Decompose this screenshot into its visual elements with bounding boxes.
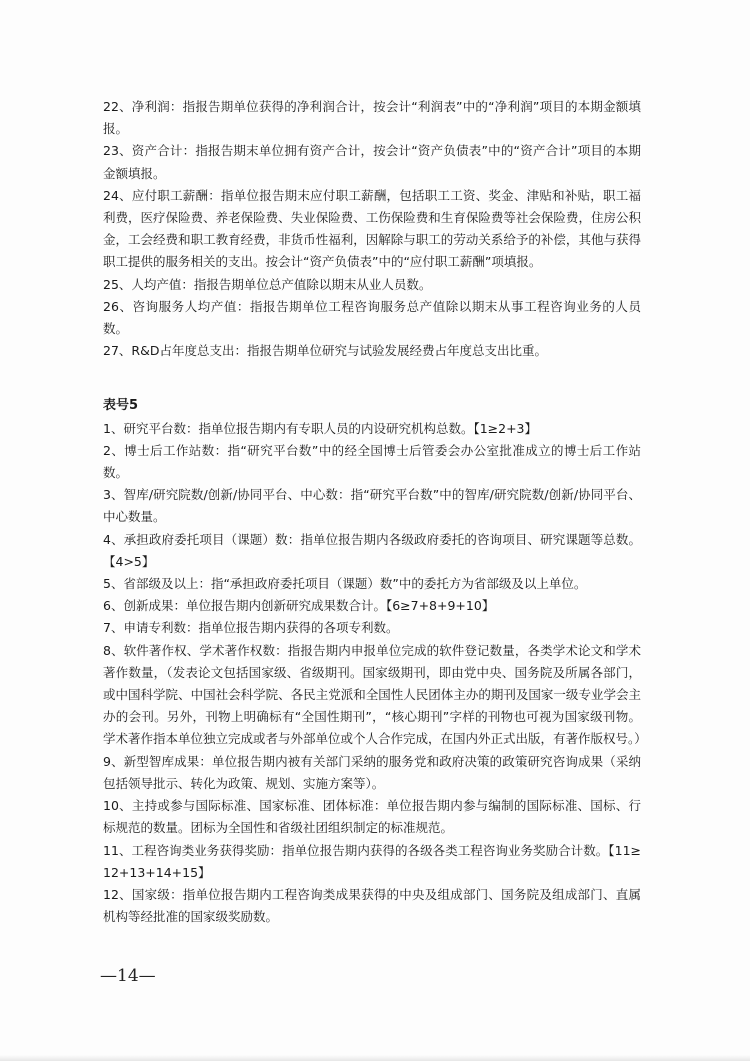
- item-1-research-platforms: 1、研究平台数：指单位报告期内有专职人员的内设研究机构总数。【1≥2+3】: [103, 420, 538, 436]
- item-25-per-capita-output: 25、人均产值：指报告期单位总产值除以期末从业人员数。: [103, 276, 432, 292]
- item-5-provincial-level: 5、省部级及以上：指“承担政府委托项目（课题）数”中的委托方为省部级及以上单位。: [103, 576, 587, 592]
- item-9-think-tank-results: 9、新型智库成果：单位报告期内被有关部门采纳的服务党和政府决策的政策研究咨询成果（采纳包括领导批示、转化为政策、规划、实施方案等）。: [103, 753, 641, 791]
- item-22-net-profit: 22、净利润：指报告期单位获得的净利润合计，按会计“利润表”中的“净利润”项目的本期金额填报。: [103, 99, 641, 137]
- section-gap: [103, 362, 641, 395]
- item-2-postdoc-stations: 2、博士后工作站数：指“研究平台数”中的经全国博士后管委会办公室批准成立的博士后工作站数。: [103, 442, 641, 481]
- item-26-consulting-per-capita: 26、咨询服务人均产值：指报告期单位工程咨询服务总产值除以期末从事工程咨询业务的人员数。: [103, 298, 641, 337]
- scan-edge: [0, 1055, 750, 1061]
- item-12-national-level: 12、国家级：指单位报告期内工程咨询类成果获得的中央及组成部门、国务院及组成部门、直属机构等经批准的国家级奖励数。: [103, 886, 641, 925]
- item-23-total-assets: 23、资产合计：指报告期末单位拥有资产合计，按会计“资产负债表”中的“资产合计”项目的本期金额填报。: [103, 143, 641, 181]
- item-27-rd-share: 27、R&D占年度总支出：指报告期单位研究与试验发展经费占年度总支出比重。: [103, 343, 547, 359]
- item-4-government-projects: 4、承担政府委托项目（课题）数：指单位报告期内各级政府委托的咨询项目、研究课题等总数。【4>5】: [103, 531, 641, 569]
- page-number: —14—: [100, 966, 156, 986]
- item-10-standards: 10、主持或参与国际标准、国家标准、团体标准：单位报告期内参与编制的国际标准、国标、行标规范的数量。团标为全国性和省级社团组织制定的标准规范。: [103, 798, 641, 836]
- item-8-copyrights: 8、软件著作权、学术著作权数：指报告期内申报单位完成的软件登记数量，各类学术论文和学术著作数量，（发表论文包括国家级、省级期刊。国家级期刊，即由党中央、国务院及所属各部门，或中国科学院、中国社会科学院、各民主党派和全国性人民团体主办的期刊及国家一级专业学会主办的会刊。另外，刊物上明确标有“全国性期刊”，“核心期刊”字样的刊物也可视为国家级刊物。学术著作指本单位独立完成或者与外部单位或个人合作完成，在国内外正式出版，有著作版权号。）: [103, 642, 647, 747]
- item-11-awards: 11、工程咨询类业务获得奖励：指单位报告期内获得的各级各类工程咨询业务奖励合计数。【11≥12+13+14+15】: [103, 842, 641, 880]
- page-body: [103, 96, 647, 928]
- item-7-patents: 7、申请专利数：指单位报告期内获得的各项专利数。: [103, 620, 399, 636]
- section-title: 表号5: [103, 398, 139, 414]
- item-6-innovation-results: 6、创新成果：单位报告期内创新研究成果数合计。【6≥7+8+9+10】: [103, 598, 495, 614]
- item-3-think-tanks: 3、智库/研究院数/创新/协同平台、中心数：指“研究平台数”中的智库/研究院数/创新/协同平台、中心数量。: [103, 487, 641, 525]
- item-24-employee-pay: 24、应付职工薪酬：指单位报告期末应付职工薪酬，包括职工工资、奖金、津贴和补贴，职工福利费，医疗保险费、养老保险费、失业保险费、工伤保险费和生育保险费等社会保险费，住房公积金，工会经费和职工教育经费，非货币性福利，因解除与职工的劳动关系给予的补偿，其他与获得职工提供的服务相关的支出。按会计“资产负债表”中的“应付职工薪酬”项填报。: [103, 187, 641, 270]
